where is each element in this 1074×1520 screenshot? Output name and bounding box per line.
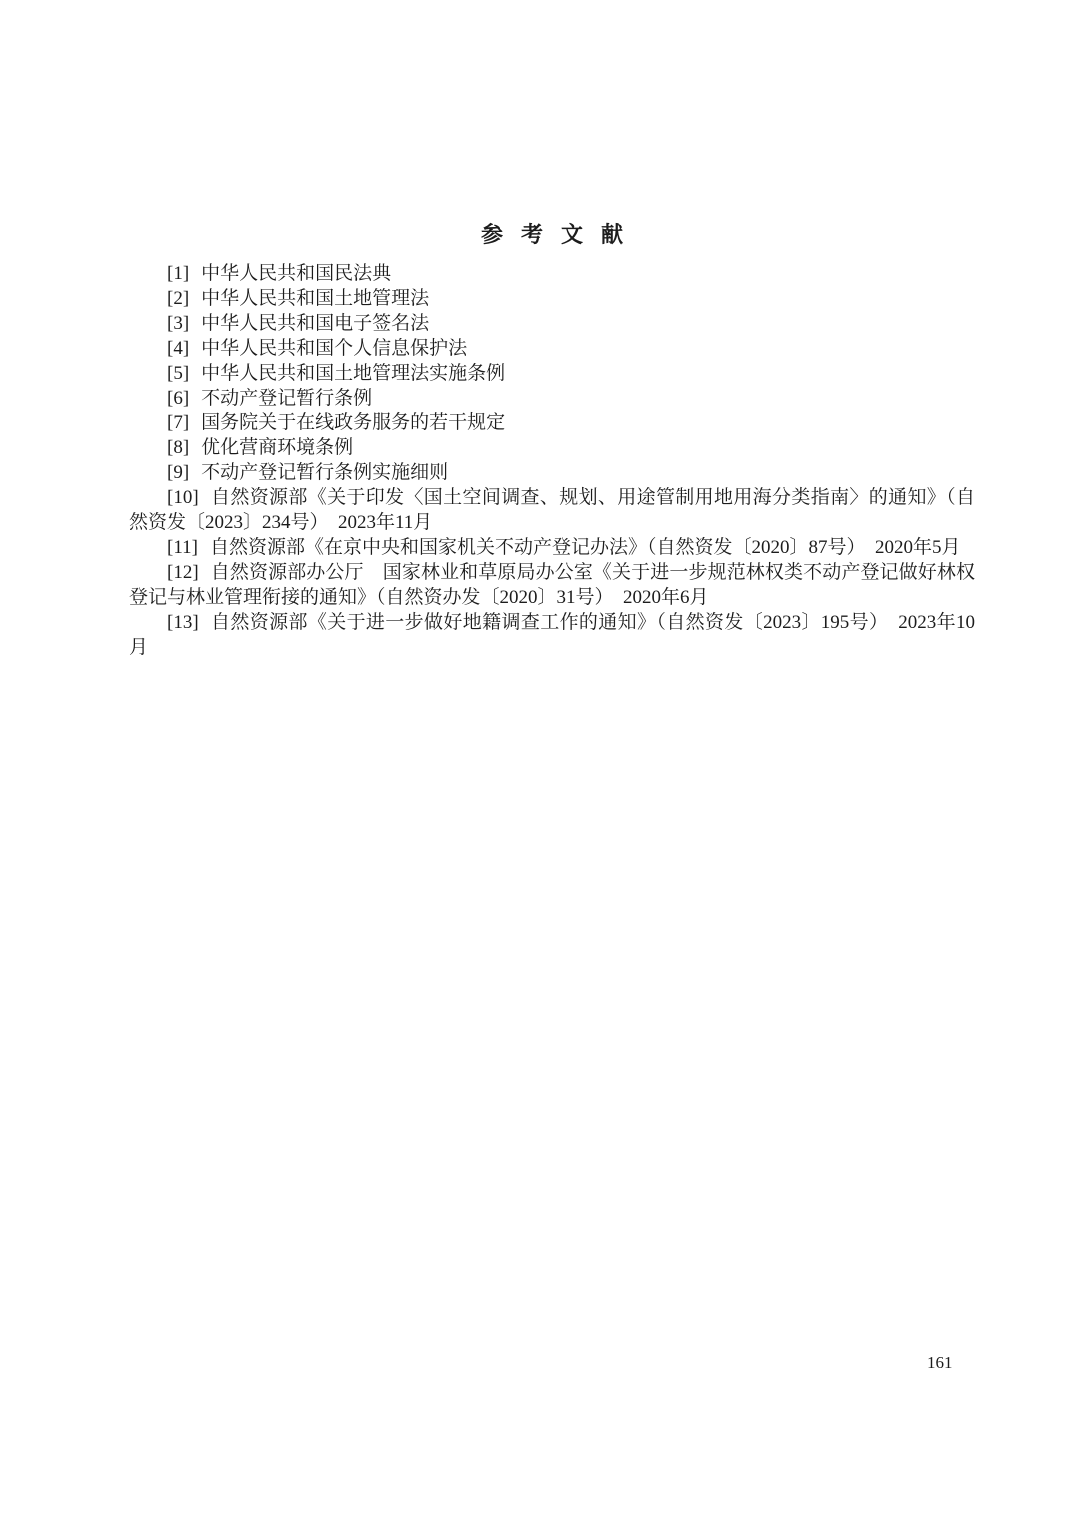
reference-entry — [129, 312, 975, 337]
reference-text: 中华人民共和国电子签名法 — [201, 312, 430, 334]
reference-entry — [129, 362, 975, 387]
reference-marker: [12] — [167, 561, 199, 583]
reference-marker: [6] — [167, 387, 190, 409]
reference-text: 中华人民共和国个人信息保护法 — [201, 337, 468, 359]
references-list — [129, 262, 975, 661]
reference-text: 优化营商环境条例 — [201, 437, 354, 459]
reference-entry — [129, 561, 975, 611]
reference-entry — [129, 287, 975, 312]
reference-marker: [3] — [167, 312, 190, 334]
reference-entry — [129, 387, 975, 412]
reference-text: 国务院关于在线政务服务的若干规定 — [201, 412, 506, 434]
reference-marker: [13] — [167, 611, 199, 633]
reference-text: 自然资源部办公厅 国家林业和草原局办公室《关于进一步规范林权类不动产登记做好林权登记与林业管理衔接的通知》（自然资办发〔2020〕31号） 2020年6月 — [129, 561, 975, 608]
reference-marker: [10] — [167, 487, 199, 509]
reference-entry — [129, 337, 975, 362]
reference-marker: [7] — [167, 412, 190, 434]
reference-text: 不动产登记暂行条例 — [201, 387, 373, 409]
reference-entry — [129, 411, 975, 436]
reference-text: 不动产登记暂行条例实施细则 — [201, 462, 449, 484]
page-title: 参考文献 — [480, 222, 641, 247]
reference-marker: [2] — [167, 287, 190, 309]
reference-entry — [129, 436, 975, 461]
page-number: 161 — [927, 1353, 953, 1372]
reference-entry — [129, 611, 975, 661]
reference-marker: [4] — [167, 337, 190, 359]
reference-marker: [5] — [167, 362, 190, 384]
reference-marker: [9] — [167, 462, 190, 484]
reference-text: 自然资源部《关于印发〈国土空间调查、规划、用途管制用地用海分类指南〉的通知》（自然资发〔2023〕234号） 2023年11月 — [129, 487, 975, 534]
reference-marker: [8] — [167, 437, 190, 459]
reference-text: 中华人民共和国土地管理法 — [201, 287, 430, 309]
reference-text: 中华人民共和国土地管理法实施条例 — [201, 362, 506, 384]
reference-entry — [129, 486, 975, 536]
reference-text: 自然资源部《在京中央和国家机关不动产登记办法》（自然资发〔2020〕87号） 2020年5月 — [209, 536, 961, 558]
reference-marker: [1] — [167, 263, 190, 284]
reference-text: 中华人民共和国民法典 — [201, 263, 392, 284]
reference-text: 自然资源部《关于进一步做好地籍调查工作的通知》（自然资发〔2023〕195号） 2023年10月 — [129, 611, 975, 658]
reference-entry — [129, 461, 975, 486]
reference-entry — [129, 536, 975, 561]
reference-marker: [11] — [167, 536, 198, 558]
reference-entry — [129, 262, 975, 287]
